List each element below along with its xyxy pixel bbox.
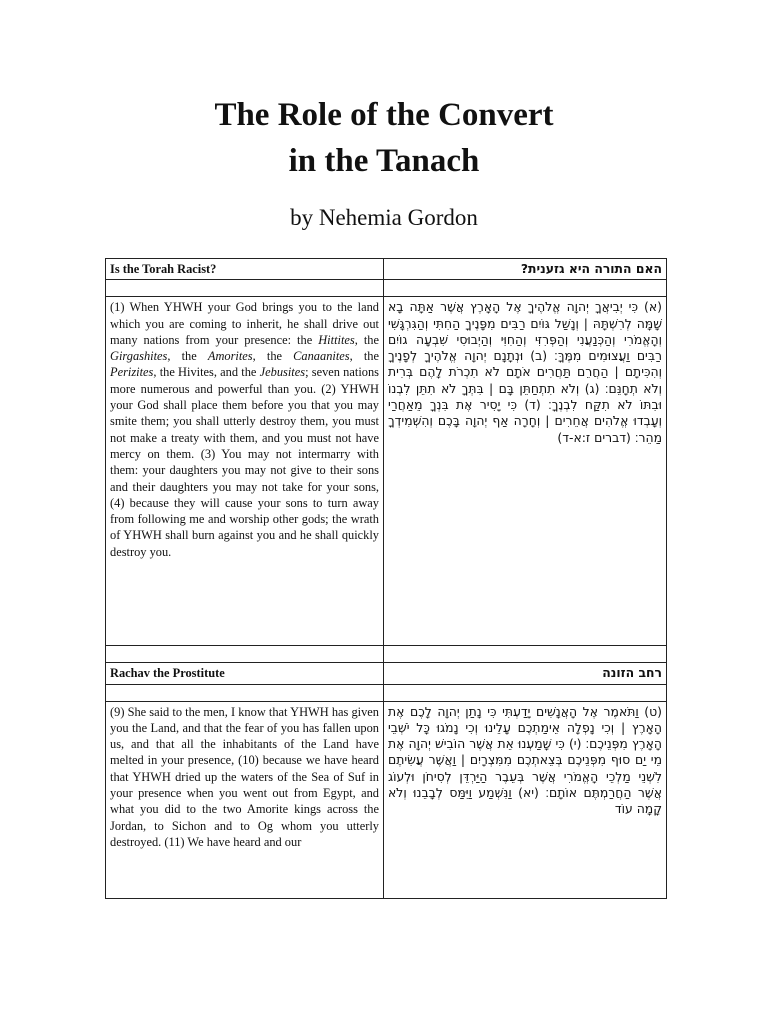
passage-row	[106, 297, 667, 646]
section-heading-row	[106, 259, 667, 280]
spacer-row	[106, 684, 667, 701]
document-title	[0, 92, 768, 184]
italic-term: Hittites	[318, 332, 355, 347]
section-heading-en: Is the Torah Racist?	[106, 259, 384, 280]
spacer-cell	[106, 684, 384, 701]
english-passage	[106, 297, 384, 646]
byline: by Nehemia Gordon	[290, 205, 478, 230]
text-run: (1) When YHWH your God brings you to the land which you are coming to inherit, he shall drive out many nations from your presence: the	[110, 300, 379, 347]
spacer-cell	[384, 646, 667, 663]
spacer-cell	[106, 646, 384, 663]
english-passage	[110, 704, 379, 896]
title-line-1: The Role of the Convert	[214, 97, 554, 133]
parallel-text-table	[105, 258, 667, 899]
spacer-row	[106, 280, 667, 297]
text-run: , the	[354, 332, 379, 347]
italic-term: Jebusites	[259, 365, 306, 380]
text-run: , the	[167, 349, 208, 364]
passage-row	[106, 701, 667, 898]
section-heading-he: האם התורה היא גזענית?	[384, 259, 667, 280]
italic-term: Girgashites	[110, 349, 168, 364]
section-heading-row	[106, 663, 667, 684]
italic-term: Perizites	[110, 365, 154, 380]
text-run: (9) She said to the men, I know that YHWH has given you the Land, and that the fear of you has fallen upon us, and that all the inhabitants of the Land have melted in your presence, (10) because we have heard that YHWH dried up the waters of the Sea of Suf in your presence when you went out from Egypt, and what you did to the two Amorite kings across the Jordan, to Sichon and to Og whom you utterly destroyed. (11) We have heard and our	[110, 704, 379, 849]
spacer-cell	[106, 280, 384, 297]
italic-term: Amorites	[207, 349, 253, 364]
hebrew-passage-cell	[384, 701, 667, 898]
text-run: , the Hivites, and the	[153, 365, 260, 380]
section-heading-en: Rachav the Prostitute	[106, 663, 384, 684]
italic-term: Canaanites	[293, 349, 350, 364]
section-heading-he: רחב הזונה	[384, 663, 667, 684]
text-run: , the	[252, 349, 294, 364]
spacer-cell	[384, 280, 667, 297]
text-run: , the	[349, 349, 379, 364]
spacer-row	[106, 646, 667, 663]
spacer-cell	[384, 684, 667, 701]
hebrew-passage: (ט) וַתֹּאמֶר אֶל הָאֲנָשִׁים יָדַעְתִּי כִּי נָתַן יְהוָה לָכֶם אֶת הָאָרֶץ | וְכִי נָפְלָה אֵימַתְכֶם עָלֵינוּ וְכִי נָמֹגוּ כָּל יֹשְׁבֵי הָאָרֶץ מִפְּנֵיכֶם׃ (י) כִּי שָׁמַעְנוּ אֵת אֲשֶׁר הוֹבִישׁ יְהוָה אֶת מֵי יַם סוּף מִפְּנֵיכֶם בְּצֵאתְכֶם מִמִּצְרָיִם | וַאֲשֶׁר עֲשִׂיתֶם לִשְׁנֵי מַלְכֵי הָאֱמֹרִי אֲשֶׁר בְּעֵבֶר הַיַּרְדֵּן לְסִיחֹן וּלְעוֹג אֲשֶׁר הַחֲרַמְתֶּם אוֹתָם׃ (יא) וַנִּשְׁמַע וַיִּמַּס לְבָבֵנוּ וְלֹא קָמָה עוֹד	[388, 703, 662, 817]
hebrew-passage: (א) כִּי יְבִיאֲךָ יְהוָה אֱלֹהֶיךָ אֶל הָאָרֶץ אֲשֶׁר אַתָּה בָא שָׁמָּה לְרִשְׁתָּהּ | וְנָשַׁל גּוֹיִם רַבִּים מִפָּנֶיךָ הַחִתִּי וְהַגִּרְגָּשִׁי וְהָאֱמֹרִי וְהַכְּנַעֲנִי וְהַפְּרִזִּי וְהַחִוִּי וְהַיְבוּסִי שִׁבְעָה גוֹיִם רַבִּים וַעֲצוּמִים מִמֶּךָּ׃ (ב) וּנְתָנָם יְהוָה אֱלֹהֶיךָ לְפָנֶיךָ וְהִכִּיתָם | הַחֲרֵם תַּחֲרִים אֹתָם לֹא תִכְרֹת לָהֶם בְּרִית וְלֹא תְחָנֵּם׃ (ג) וְלֹא תִתְחַתֵּן בָּם | בִּתְּךָ לֹא תִתֵּן לִבְנוֹ וּבִתּוֹ לֹא תִקַּח לִבְנֶךָ׃ (ד) כִּי יָסִיר אֶת בִּנְךָ מֵאַחֲרַי וְעָבְדוּ אֱלֹהִים אֲחֵרִים | וְחָרָה אַף יְהוָה בָּכֶם וְהִשְׁמִידְךָ מַהֵר׃ (דברים ז:א-ד)	[384, 297, 667, 646]
english-passage-cell	[106, 701, 384, 898]
text-run: ; seven nations more numerous and powerful than you. (2) YHWH your God shall place them before you that you may smite them; you shall utterly destroy them, you must not make a treaty with them, and you must not have mercy on them. (3) You may not intermarry with them: your daughters you may not give to their sons and their daughters you may not take for your sons, (4) because they will cause your sons to turn away from following me and worship other gods; the wrath of YHWH shall burn against you and he shall quickly destroy you.	[110, 365, 379, 559]
title-line-2: in the Tanach	[288, 143, 480, 179]
